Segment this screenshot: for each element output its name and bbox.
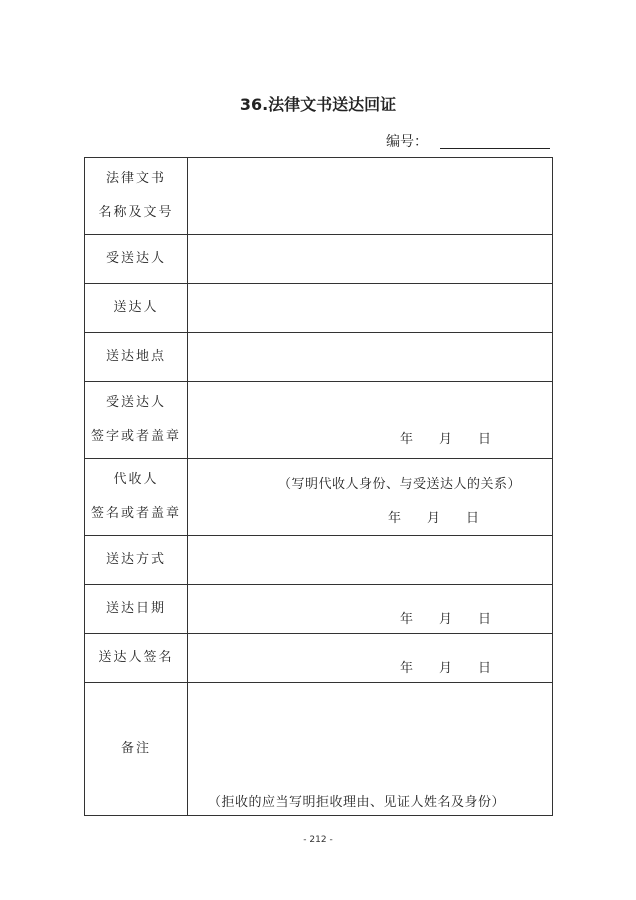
label-document-name: 法律文书 名称及文号 (85, 158, 188, 235)
label-proxy: 代收人 签名或者盖章 (85, 459, 188, 536)
row-address (85, 333, 553, 382)
row-server-signature (85, 634, 553, 683)
date-line: 年 月 日 (400, 661, 492, 676)
field-recipient-signature[interactable] (188, 382, 553, 459)
field-method[interactable] (188, 536, 553, 585)
field-server[interactable] (188, 284, 553, 333)
row-document-name (85, 158, 553, 235)
row-proxy (85, 459, 553, 536)
field-document-name[interactable] (188, 158, 553, 235)
service-receipt-table (84, 157, 553, 816)
field-proxy-signature[interactable] (188, 459, 553, 536)
row-remarks (85, 683, 553, 816)
page-title: 36.法律文书送达回证 (239, 95, 397, 114)
row-recipient (85, 235, 553, 284)
field-remarks[interactable] (188, 683, 553, 816)
remarks-note: （拒收的应当写明拒收理由、见证人姓名及身份） (208, 795, 506, 810)
number-label: 编号： (386, 134, 428, 150)
label-remarks: 备注 (85, 683, 188, 816)
field-address[interactable] (188, 333, 553, 382)
document-number (386, 131, 550, 151)
proxy-note: （写明代收人身份、与受送达人的关系） (278, 477, 522, 492)
field-recipient[interactable] (188, 235, 553, 284)
label-server: 送达人 (85, 284, 188, 333)
label-recipient-signature: 受送达人 签字或者盖章 (85, 382, 188, 459)
label-server-signature: 送达人签名 (85, 634, 188, 683)
label-address: 送达地点 (85, 333, 188, 382)
date-line: 年 月 日 (400, 612, 492, 627)
number-field[interactable] (440, 134, 550, 149)
row-date (85, 585, 553, 634)
page-number: - 212 - (303, 835, 333, 845)
date-line: 年 月 日 (400, 432, 492, 447)
date-line: 年 月 日 (388, 511, 480, 526)
label-recipient: 受送达人 (85, 235, 188, 284)
field-server-signature[interactable] (188, 634, 553, 683)
label-method: 送达方式 (85, 536, 188, 585)
row-method (85, 536, 553, 585)
field-date[interactable] (188, 585, 553, 634)
label-date: 送达日期 (85, 585, 188, 634)
row-server (85, 284, 553, 333)
row-recipient-signature (85, 382, 553, 459)
